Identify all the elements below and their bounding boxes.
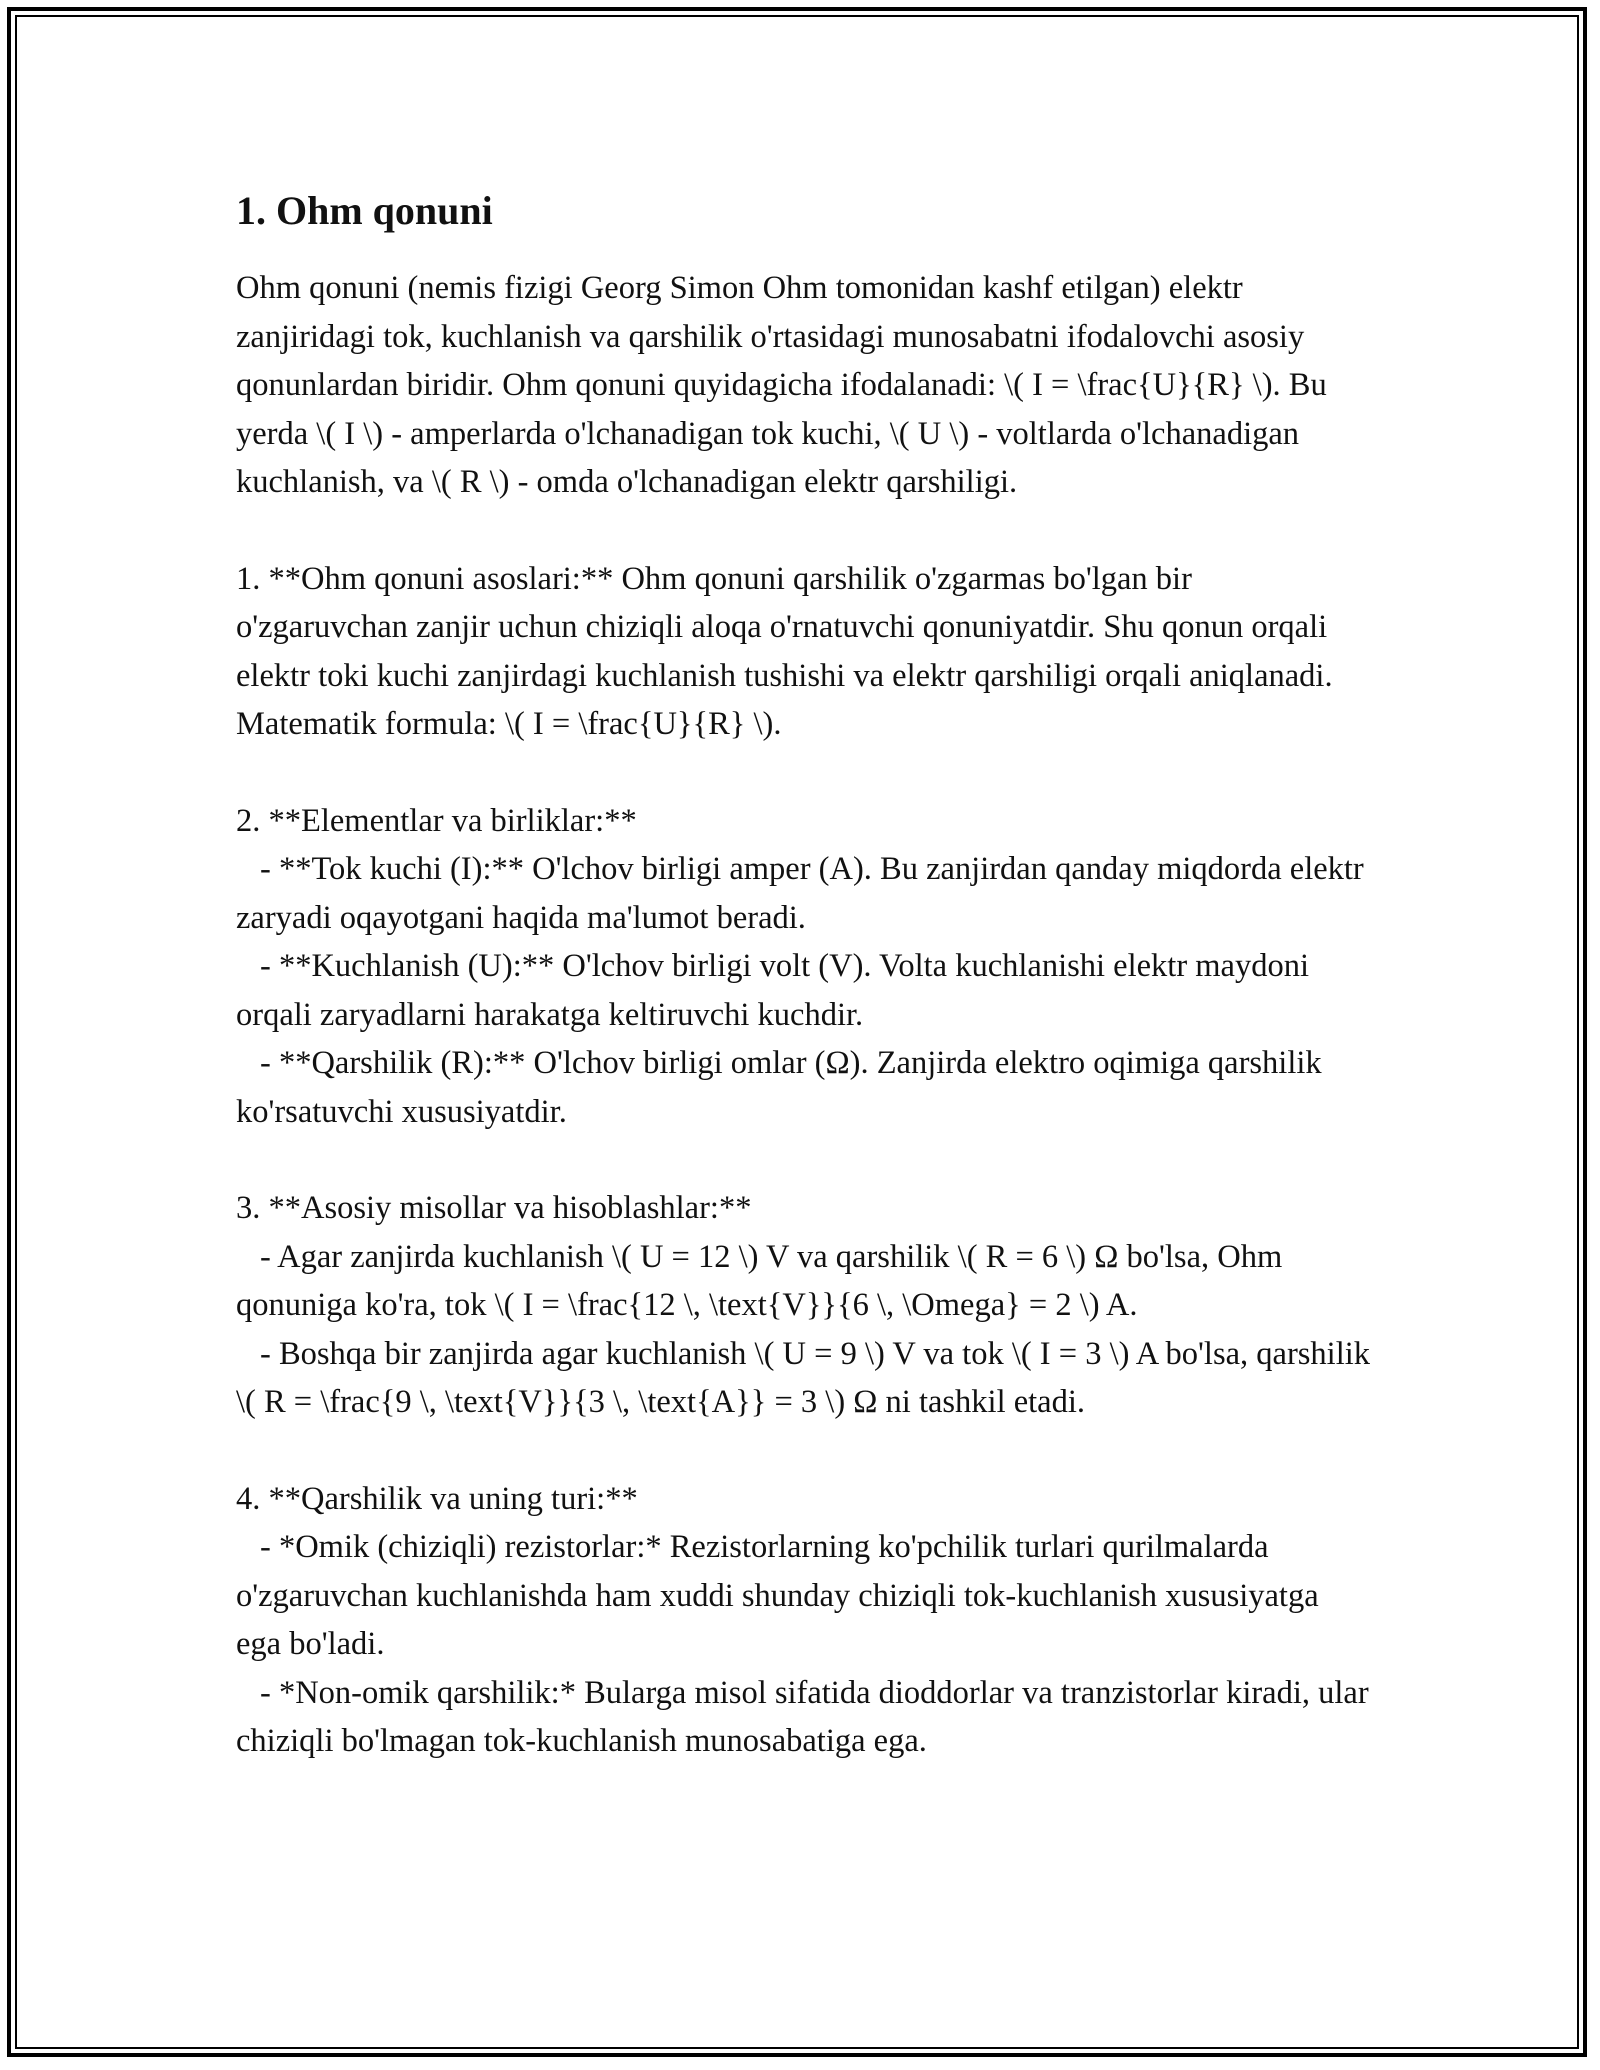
section-4-item-non-ohmic: - *Non-omik qarshilik:* Bularga misol sifatida dioddorlar va tranzistorlar kiradi, ular chiziqli bo'lmagan tok-kuchlanish munosabatiga ega.	[236, 1674, 1369, 1759]
section-2-item-voltage: - **Kuchlanish (U):** O'lchov birligi volt (V). Volta kuchlanishi elektr maydoni orqali zaryadlarni harakatga keltiruvchi kuchdir.	[236, 948, 1309, 1033]
section-4-item-ohmic: - *Omik (chiziqli) rezistorlar:* Rezistorlarning ko'pchilik turlari qurilmalarda o'zgaruvchan kuchlanishda ham xuddi shunday chiziqli tok-kuchlanish xususiyatga ega bo'ladi.	[236, 1529, 1319, 1662]
section-2	[236, 797, 1371, 1137]
section-4-heading: 4. **Qarshilik va uning turi:**	[236, 1480, 638, 1517]
section-3-example-1: - Agar zanjirda kuchlanish \( U = 12 \) V va qarshilik \( R = 6 \) Ω bo'lsa, Ohm qonuniga ko'ra, tok \( I = \frac{12 \, \text{V}}{6 \, \Omega} = 2 \) A.	[236, 1238, 1283, 1323]
section-3-heading: 3. **Asosiy misollar va hisoblashlar:**	[236, 1190, 752, 1226]
section-3	[236, 1184, 1371, 1427]
section-2-item-current: - **Tok kuchi (I):** O'lchov birligi amper (A). Bu zanjirdan qanday miqdorda elektr zaryadi oqayotgani haqida ma'lumot beradi.	[236, 851, 1364, 936]
section-1-text: 1. **Ohm qonuni asoslari:** Ohm qonuni qarshilik o'zgarmas bo'lgan bir o'zgaruvchan zanjir uchun chiziqli aloqa o'rnatuvchi qonuniyatdir. Shu qonun orqali elektr toki kuchi zanjirdagi kuchlanish tushishi va elektr qarshiligi orqali aniqlanadi. Matematik formula: \( I = \frac{U}{R} \).	[236, 560, 1333, 742]
document-page	[236, 186, 1371, 1766]
intro-paragraph: Ohm qonuni (nemis fizigi Georg Simon Ohm tomonidan kashf etilgan) elektr zanjiridagi tok, kuchlanish va qarshilik o'rtasidagi munosabatni ifodalovchi asosiy qonunlardan biridir. Ohm qonuni quyidagicha ifodalanadi: \( I = \frac{U}{R} \). Bu yerda \( I \) - amperlarda o'lchanadigan tok kuchi, \( U \) - voltlarda o'lchanadigan kuchlanish, va \( R \) - omda o'lchanadigan elektr qarshiligi.	[236, 270, 1327, 500]
section-4	[236, 1475, 1371, 1766]
section-3-example-2: - Boshqa bir zanjirda agar kuchlanish \( U = 9 \) V va tok \( I = 3 \) A bo'lsa, qarshilik \( R = \frac{9 \, \text{V}}{3 \, \text{A}} = 3 \) Ω ni tashkil etadi.	[236, 1335, 1370, 1420]
section-2-item-resistance: - **Qarshilik (R):** O'lchov birligi omlar (Ω). Zanjirda elektro oqimiga qarshilik ko'rsatuvchi xususiyatdir.	[236, 1045, 1322, 1130]
section-1	[236, 555, 1371, 749]
document-title: 1. Ohm qonuni	[236, 188, 493, 233]
section-2-heading: 2. **Elementlar va birliklar:**	[236, 802, 637, 839]
